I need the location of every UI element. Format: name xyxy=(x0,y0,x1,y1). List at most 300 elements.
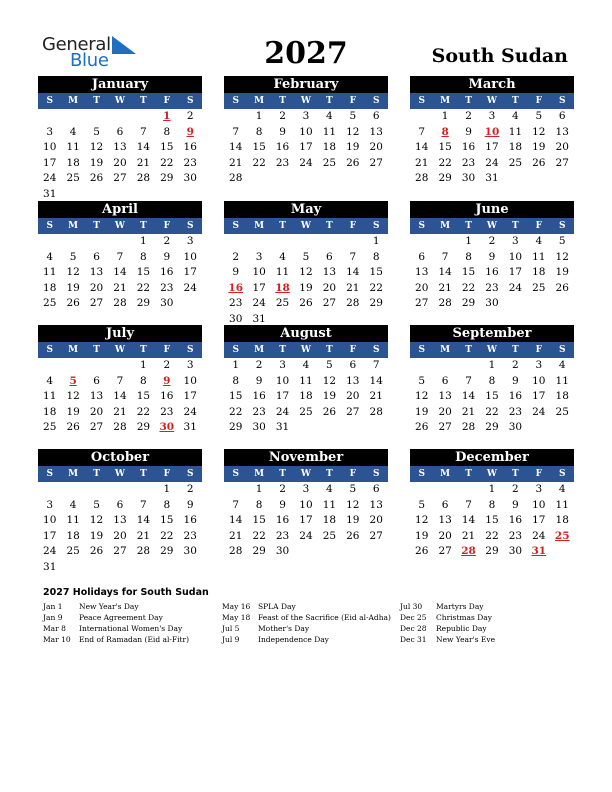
day-cell: 18 xyxy=(299,390,313,402)
weekday-label: T xyxy=(140,96,147,106)
month-title: April xyxy=(38,201,202,218)
holiday-name: New Year's Day xyxy=(79,602,139,611)
day-cell: 7 xyxy=(418,125,426,138)
day-cell: 14 xyxy=(136,141,151,153)
empty-day-cell xyxy=(271,171,294,187)
logo-text-general: General xyxy=(42,34,111,55)
empty-day-cell xyxy=(85,234,108,250)
day-cell: 24 xyxy=(532,405,546,418)
day-cell: 28 xyxy=(438,297,452,309)
empty-day-cell xyxy=(108,109,131,125)
day-cell: 18 xyxy=(508,141,523,153)
day-cell: 16 xyxy=(275,141,290,153)
weekday-label: T xyxy=(326,345,333,355)
day-cell: 1 xyxy=(255,110,263,122)
day-cell: 19 xyxy=(346,141,360,153)
day-cell: 20 xyxy=(369,141,383,153)
day-cell: 17 xyxy=(299,514,313,526)
day-cell: 9 xyxy=(255,374,263,387)
week-row xyxy=(224,389,388,405)
weekday-label: W xyxy=(300,221,312,231)
day-cell: 1 xyxy=(140,359,147,371)
week-row xyxy=(224,171,388,187)
empty-day-cell xyxy=(551,420,574,436)
day-cell: 17 xyxy=(183,266,197,278)
empty-day-cell xyxy=(527,420,550,436)
weekday-label: S xyxy=(186,469,194,479)
day-cell: 7 xyxy=(232,125,240,138)
day-cell: 10 xyxy=(299,125,313,138)
empty-day-cell xyxy=(527,296,550,312)
month-title: November xyxy=(224,449,388,466)
day-cell: 4 xyxy=(558,359,566,371)
day-cell: 18 xyxy=(66,529,80,542)
holiday-name: SPLA Day xyxy=(258,602,296,611)
weekday-label: M xyxy=(440,469,451,479)
day-cell: 28 xyxy=(461,421,476,433)
empty-day-cell xyxy=(433,234,456,250)
day-cell: 6 xyxy=(116,125,124,138)
day-cell: 9 xyxy=(163,250,171,263)
day-cell: 24 xyxy=(183,405,197,418)
empty-day-cell xyxy=(61,234,84,250)
weekday-label: T xyxy=(93,345,100,355)
day-cell: 12 xyxy=(346,125,360,138)
day-cell: 7 xyxy=(116,374,124,387)
weekday-label: M xyxy=(254,345,265,355)
day-cell: 2 xyxy=(232,250,240,263)
day-cell: 28 xyxy=(136,172,151,184)
weekday-header xyxy=(410,218,574,234)
day-cell: 22 xyxy=(160,156,174,169)
empty-day-cell xyxy=(108,234,131,250)
weekday-label: T xyxy=(512,469,519,479)
day-cell: 23 xyxy=(275,529,290,542)
day-cell: 26 xyxy=(299,297,313,309)
weekday-label: F xyxy=(535,469,543,479)
day-cell: 8 xyxy=(163,125,171,138)
day-cell: 13 xyxy=(369,498,383,511)
day-cell: 2 xyxy=(465,110,472,122)
week-row xyxy=(410,498,574,514)
weekday-label: T xyxy=(93,469,100,479)
day-cell: 19 xyxy=(415,405,429,418)
weekday-label: F xyxy=(349,221,357,231)
empty-day-cell xyxy=(85,560,108,576)
day-cell: 26 xyxy=(555,281,569,294)
weekday-label: S xyxy=(46,96,53,106)
empty-day-cell xyxy=(341,544,364,560)
weekday-label: S xyxy=(232,469,239,479)
day-cell: 30 xyxy=(461,172,476,184)
day-cell: 19 xyxy=(66,281,80,294)
day-cell: 24 xyxy=(299,529,313,542)
weekday-label: F xyxy=(535,221,543,231)
day-cell: 17 xyxy=(43,529,57,542)
holiday-column xyxy=(400,601,495,645)
day-cell: 6 xyxy=(441,498,449,511)
holiday-item xyxy=(400,612,495,623)
holiday-date: May 18 xyxy=(222,613,251,622)
holiday-date: Jul 5 xyxy=(222,624,240,633)
day-cell: 20 xyxy=(555,141,569,153)
day-cell: 18 xyxy=(555,514,569,526)
day-cell: 15 xyxy=(229,390,243,402)
day-cell: 30 xyxy=(229,312,243,325)
empty-day-cell xyxy=(108,482,131,498)
day-cell: 31 xyxy=(43,187,57,200)
day-cell: 6 xyxy=(441,374,449,387)
weekday-label: T xyxy=(465,221,472,231)
week-row xyxy=(410,420,574,436)
weekday-label: S xyxy=(418,469,425,479)
holiday-item xyxy=(222,601,391,612)
week-row xyxy=(38,529,202,545)
day-cell: 19 xyxy=(322,390,337,402)
day-cell: 9 xyxy=(512,498,519,511)
day-cell: 31 xyxy=(275,421,290,433)
week-row xyxy=(224,140,388,156)
weekday-label: W xyxy=(486,345,498,355)
day-cell: 27 xyxy=(113,545,127,557)
day-cell: 7 xyxy=(465,498,472,511)
day-cell: 28 xyxy=(113,421,127,433)
weekday-label: S xyxy=(46,221,53,231)
day-cell: 10 xyxy=(532,498,546,511)
day-cell: 6 xyxy=(349,359,357,371)
month-title: September xyxy=(410,325,574,342)
day-cell: 20 xyxy=(438,405,452,418)
empty-day-cell xyxy=(224,109,247,125)
weekday-label: W xyxy=(114,469,126,479)
week-row xyxy=(38,140,202,156)
week-row xyxy=(38,265,202,281)
day-cell: 2 xyxy=(279,110,286,122)
day-cell: 16 xyxy=(485,266,499,278)
day-cell: 9 xyxy=(186,498,194,511)
month-november xyxy=(224,449,388,560)
day-cell: 15 xyxy=(160,514,174,526)
holiday-date: Dec 28 xyxy=(400,624,427,633)
weekday-label: T xyxy=(279,96,286,106)
holiday-column xyxy=(43,601,189,645)
day-cell: 11 xyxy=(555,498,569,511)
day-cell: 16 xyxy=(508,514,523,526)
week-row xyxy=(410,265,574,281)
day-cell: 22 xyxy=(252,156,266,169)
holiday-item xyxy=(400,634,495,645)
day-cell: 3 xyxy=(488,110,496,122)
day-cell: 25 xyxy=(66,172,80,184)
weekday-label: T xyxy=(326,96,333,106)
day-cell: 4 xyxy=(326,483,333,495)
day-cell: 6 xyxy=(326,250,333,263)
day-cell: 5 xyxy=(93,498,100,511)
day-cell: 29 xyxy=(369,297,383,309)
day-cell: 15 xyxy=(438,141,452,153)
day-cell: 14 xyxy=(229,141,243,153)
holiday-name: New Year's Eve xyxy=(436,635,496,644)
weekday-label: T xyxy=(140,221,147,231)
day-cell: 13 xyxy=(113,141,127,153)
day-cell: 3 xyxy=(535,483,543,495)
day-cell: 1 xyxy=(488,359,496,371)
day-cell: 29 xyxy=(461,297,476,309)
day-cell: 26 xyxy=(415,545,429,557)
day-cell: 5 xyxy=(349,483,357,495)
week-row xyxy=(224,544,388,560)
day-cell: 13 xyxy=(322,266,337,278)
holiday-column xyxy=(222,601,391,645)
day-cell: 26 xyxy=(415,421,429,433)
day-cell: 2 xyxy=(186,110,194,122)
empty-day-cell xyxy=(61,358,84,374)
day-cell: 27 xyxy=(438,545,452,557)
weekday-header xyxy=(38,93,202,109)
day-cell: 1 xyxy=(465,235,472,247)
day-cell: 22 xyxy=(252,529,266,542)
day-cell: 13 xyxy=(89,390,104,402)
day-cell: 20 xyxy=(415,281,429,294)
week-row xyxy=(410,109,574,125)
empty-day-cell xyxy=(224,482,247,498)
holiday-date: Mar 10 xyxy=(43,635,71,644)
day-cell: 17 xyxy=(508,266,523,278)
day-cell: 9 xyxy=(279,498,286,511)
day-cell: 6 xyxy=(116,498,124,511)
day-cell: 21 xyxy=(369,390,383,402)
day-cell: 26 xyxy=(66,421,80,433)
week-row xyxy=(410,389,574,405)
day-cell: 19 xyxy=(299,281,313,294)
day-cell: 11 xyxy=(322,498,337,511)
day-cell: 13 xyxy=(555,125,569,138)
day-cell: 10 xyxy=(299,498,313,511)
week-row xyxy=(224,281,388,297)
day-cell: 11 xyxy=(66,514,80,526)
day-cell: 1 xyxy=(441,110,449,122)
holiday-day-cell: 1 xyxy=(163,110,171,122)
weekday-label: S xyxy=(418,345,425,355)
week-row xyxy=(224,513,388,529)
empty-day-cell xyxy=(433,482,456,498)
day-cell: 15 xyxy=(136,390,151,402)
day-cell: 9 xyxy=(488,250,496,263)
holiday-day-cell: 31 xyxy=(531,545,547,557)
day-cell: 28 xyxy=(369,405,383,418)
day-cell: 26 xyxy=(66,297,80,309)
day-cell: 25 xyxy=(43,421,57,433)
empty-day-cell xyxy=(504,171,527,187)
day-cell: 22 xyxy=(160,529,174,542)
day-cell: 3 xyxy=(255,250,263,263)
weekday-label: W xyxy=(300,345,312,355)
day-cell: 13 xyxy=(438,514,452,526)
weekday-label: W xyxy=(300,96,312,106)
week-row xyxy=(410,250,574,266)
holiday-date: Dec 31 xyxy=(400,635,427,644)
day-cell: 5 xyxy=(302,250,310,263)
day-cell: 16 xyxy=(275,514,290,526)
day-cell: 17 xyxy=(183,390,197,402)
empty-day-cell xyxy=(410,482,433,498)
week-row xyxy=(410,281,574,297)
holiday-day-cell: 10 xyxy=(484,125,500,138)
day-cell: 13 xyxy=(438,390,452,402)
day-cell: 11 xyxy=(66,141,80,153)
day-cell: 1 xyxy=(255,483,263,495)
week-row xyxy=(224,405,388,421)
week-row xyxy=(410,125,574,141)
empty-day-cell xyxy=(365,544,388,560)
month-april xyxy=(38,201,202,312)
month-august xyxy=(224,325,388,436)
month-march xyxy=(410,76,574,187)
week-row xyxy=(38,171,202,187)
day-cell: 21 xyxy=(415,156,429,169)
day-cell: 21 xyxy=(229,156,243,169)
day-cell: 27 xyxy=(369,529,383,542)
holiday-name: Martyrs Day xyxy=(436,602,484,611)
day-cell: 4 xyxy=(69,125,77,138)
weekday-label: W xyxy=(486,221,498,231)
day-cell: 2 xyxy=(279,483,286,495)
day-cell: 20 xyxy=(113,529,127,542)
day-cell: 16 xyxy=(252,390,266,402)
day-cell: 25 xyxy=(508,156,523,169)
day-cell: 23 xyxy=(508,529,523,542)
weekday-label: T xyxy=(279,345,286,355)
day-cell: 13 xyxy=(113,514,127,526)
weekday-label: S xyxy=(186,345,194,355)
day-cell: 25 xyxy=(275,297,290,309)
day-cell: 29 xyxy=(160,172,174,184)
day-cell: 23 xyxy=(508,405,523,418)
empty-day-cell xyxy=(433,358,456,374)
day-cell: 9 xyxy=(465,125,472,138)
day-cell: 20 xyxy=(89,281,104,294)
day-cell: 5 xyxy=(418,498,426,511)
weekday-header xyxy=(224,342,388,358)
day-cell: 14 xyxy=(369,374,383,387)
empty-day-cell xyxy=(108,560,131,576)
day-cell: 21 xyxy=(136,156,151,169)
day-cell: 12 xyxy=(555,250,569,263)
day-cell: 5 xyxy=(535,110,543,122)
day-cell: 20 xyxy=(438,529,452,542)
weekday-label: T xyxy=(140,469,147,479)
empty-day-cell xyxy=(179,560,202,576)
empty-day-cell xyxy=(341,171,364,187)
day-cell: 26 xyxy=(89,545,104,557)
day-cell: 2 xyxy=(163,235,171,247)
day-cell: 20 xyxy=(322,281,337,294)
empty-day-cell xyxy=(294,171,317,187)
week-row xyxy=(38,498,202,514)
empty-day-cell xyxy=(85,482,108,498)
holiday-date: May 16 xyxy=(222,602,251,611)
weekday-label: T xyxy=(140,345,147,355)
weekday-label: S xyxy=(232,96,239,106)
day-cell: 21 xyxy=(229,529,243,542)
day-cell: 10 xyxy=(275,374,290,387)
day-cell: 10 xyxy=(532,374,546,387)
week-row xyxy=(410,513,574,529)
weekday-header xyxy=(224,218,388,234)
empty-day-cell xyxy=(108,358,131,374)
day-cell: 28 xyxy=(113,297,127,309)
day-cell: 23 xyxy=(252,405,266,418)
day-cell: 14 xyxy=(438,266,452,278)
day-cell: 21 xyxy=(113,281,127,294)
weekday-label: M xyxy=(254,221,265,231)
day-cell: 14 xyxy=(461,390,476,402)
day-cell: 12 xyxy=(66,390,80,402)
weekday-label: T xyxy=(512,345,519,355)
day-cell: 14 xyxy=(113,390,127,402)
day-cell: 24 xyxy=(252,297,266,309)
empty-day-cell xyxy=(318,544,341,560)
day-cell: 1 xyxy=(140,235,147,247)
day-cell: 2 xyxy=(163,359,171,371)
week-row xyxy=(38,234,202,250)
week-row xyxy=(224,420,388,436)
day-cell: 22 xyxy=(485,529,499,542)
month-title: March xyxy=(410,76,574,93)
month-title: June xyxy=(410,201,574,218)
day-cell: 25 xyxy=(43,297,57,309)
holiday-item xyxy=(222,623,391,634)
weekday-label: F xyxy=(349,469,357,479)
day-cell: 8 xyxy=(255,125,263,138)
day-cell: 19 xyxy=(66,405,80,418)
week-row xyxy=(38,156,202,172)
empty-day-cell xyxy=(410,234,433,250)
holidays-title: 2027 Holidays for South Sudan xyxy=(43,587,209,598)
holiday-name: International Women's Day xyxy=(79,624,183,633)
day-cell: 11 xyxy=(532,250,546,263)
weekday-label: W xyxy=(114,221,126,231)
day-cell: 5 xyxy=(558,235,566,247)
day-cell: 27 xyxy=(346,405,360,418)
day-cell: 22 xyxy=(461,281,476,294)
weekday-label: S xyxy=(186,221,194,231)
empty-day-cell xyxy=(341,234,364,250)
day-cell: 3 xyxy=(186,235,194,247)
day-cell: 20 xyxy=(346,390,360,402)
weekday-label: S xyxy=(46,469,53,479)
empty-day-cell xyxy=(294,234,317,250)
day-cell: 23 xyxy=(229,297,243,309)
day-cell: 5 xyxy=(326,359,333,371)
weekday-label: T xyxy=(512,221,519,231)
logo-text-blue: Blue xyxy=(70,50,109,71)
day-cell: 19 xyxy=(532,141,546,153)
empty-day-cell xyxy=(155,187,178,203)
empty-day-cell xyxy=(108,187,131,203)
holiday-day-cell: 28 xyxy=(461,545,476,557)
week-row xyxy=(38,405,202,421)
day-cell: 22 xyxy=(438,156,452,169)
week-row xyxy=(224,109,388,125)
holiday-item xyxy=(222,612,391,623)
day-cell: 4 xyxy=(302,359,310,371)
day-cell: 4 xyxy=(512,110,519,122)
empty-day-cell xyxy=(132,187,155,203)
week-row xyxy=(410,156,574,172)
day-cell: 22 xyxy=(136,405,151,418)
day-cell: 22 xyxy=(369,281,383,294)
